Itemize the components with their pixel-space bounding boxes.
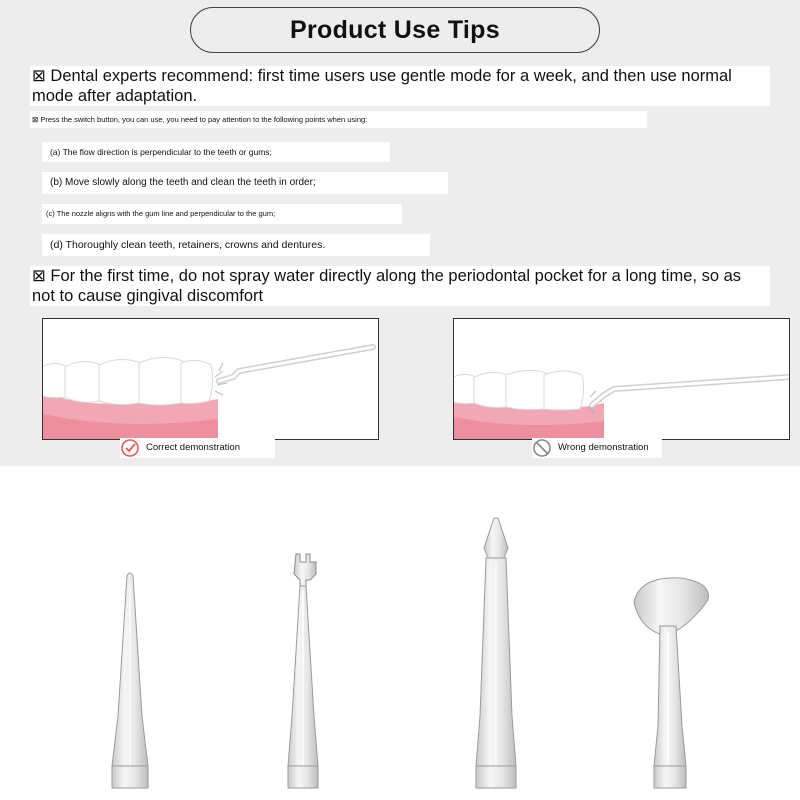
periodontal-nozzle-icon [476, 518, 516, 788]
teeth-wrong-illustration [454, 319, 789, 439]
tip-gentle-mode: ⊠ Dental experts recommend: first time users use gentle mode for a week, and then use normal mode after adaptation. [30, 66, 770, 106]
standard-nozzle-icon [112, 573, 148, 788]
point-b: (b) Move slowly along the teeth and clean the teeth in order; [42, 172, 448, 194]
wrong-caption [532, 438, 662, 458]
page-title: Product Use Tips [290, 15, 500, 44]
tip-periodontal-pocket: ⊠ For the first time, do not spray water directly along the periodontal pocket for a long time, so as not to cause gingival discomfort [30, 266, 770, 306]
tip-switch-button: ⊠ Press the switch button, you can use, you need to pay attention to the following points when using: [30, 111, 647, 128]
correct-label: Correct demonstration [146, 442, 240, 453]
point-d: (d) Thoroughly clean teeth, retainers, crowns and dentures. [42, 234, 430, 256]
prohibited-circle-icon [532, 438, 554, 458]
orthodontic-nozzle-icon [288, 554, 318, 788]
nozzle-gallery [0, 466, 800, 800]
correct-demo-illustration [42, 318, 379, 440]
teeth-correct-illustration [43, 319, 378, 439]
title-pill [190, 7, 600, 53]
check-circle-icon [120, 438, 142, 458]
tongue-cleaner-nozzle-icon [634, 578, 708, 788]
wrong-label: Wrong demonstration [558, 442, 649, 453]
point-c: (c) The nozzle aligns with the gum line and perpendicular to the gum; [42, 204, 402, 224]
point-a: (a) The flow direction is perpendicular to the teeth or gums; [42, 142, 390, 162]
wrong-demo-illustration [453, 318, 790, 440]
correct-caption [120, 438, 275, 458]
